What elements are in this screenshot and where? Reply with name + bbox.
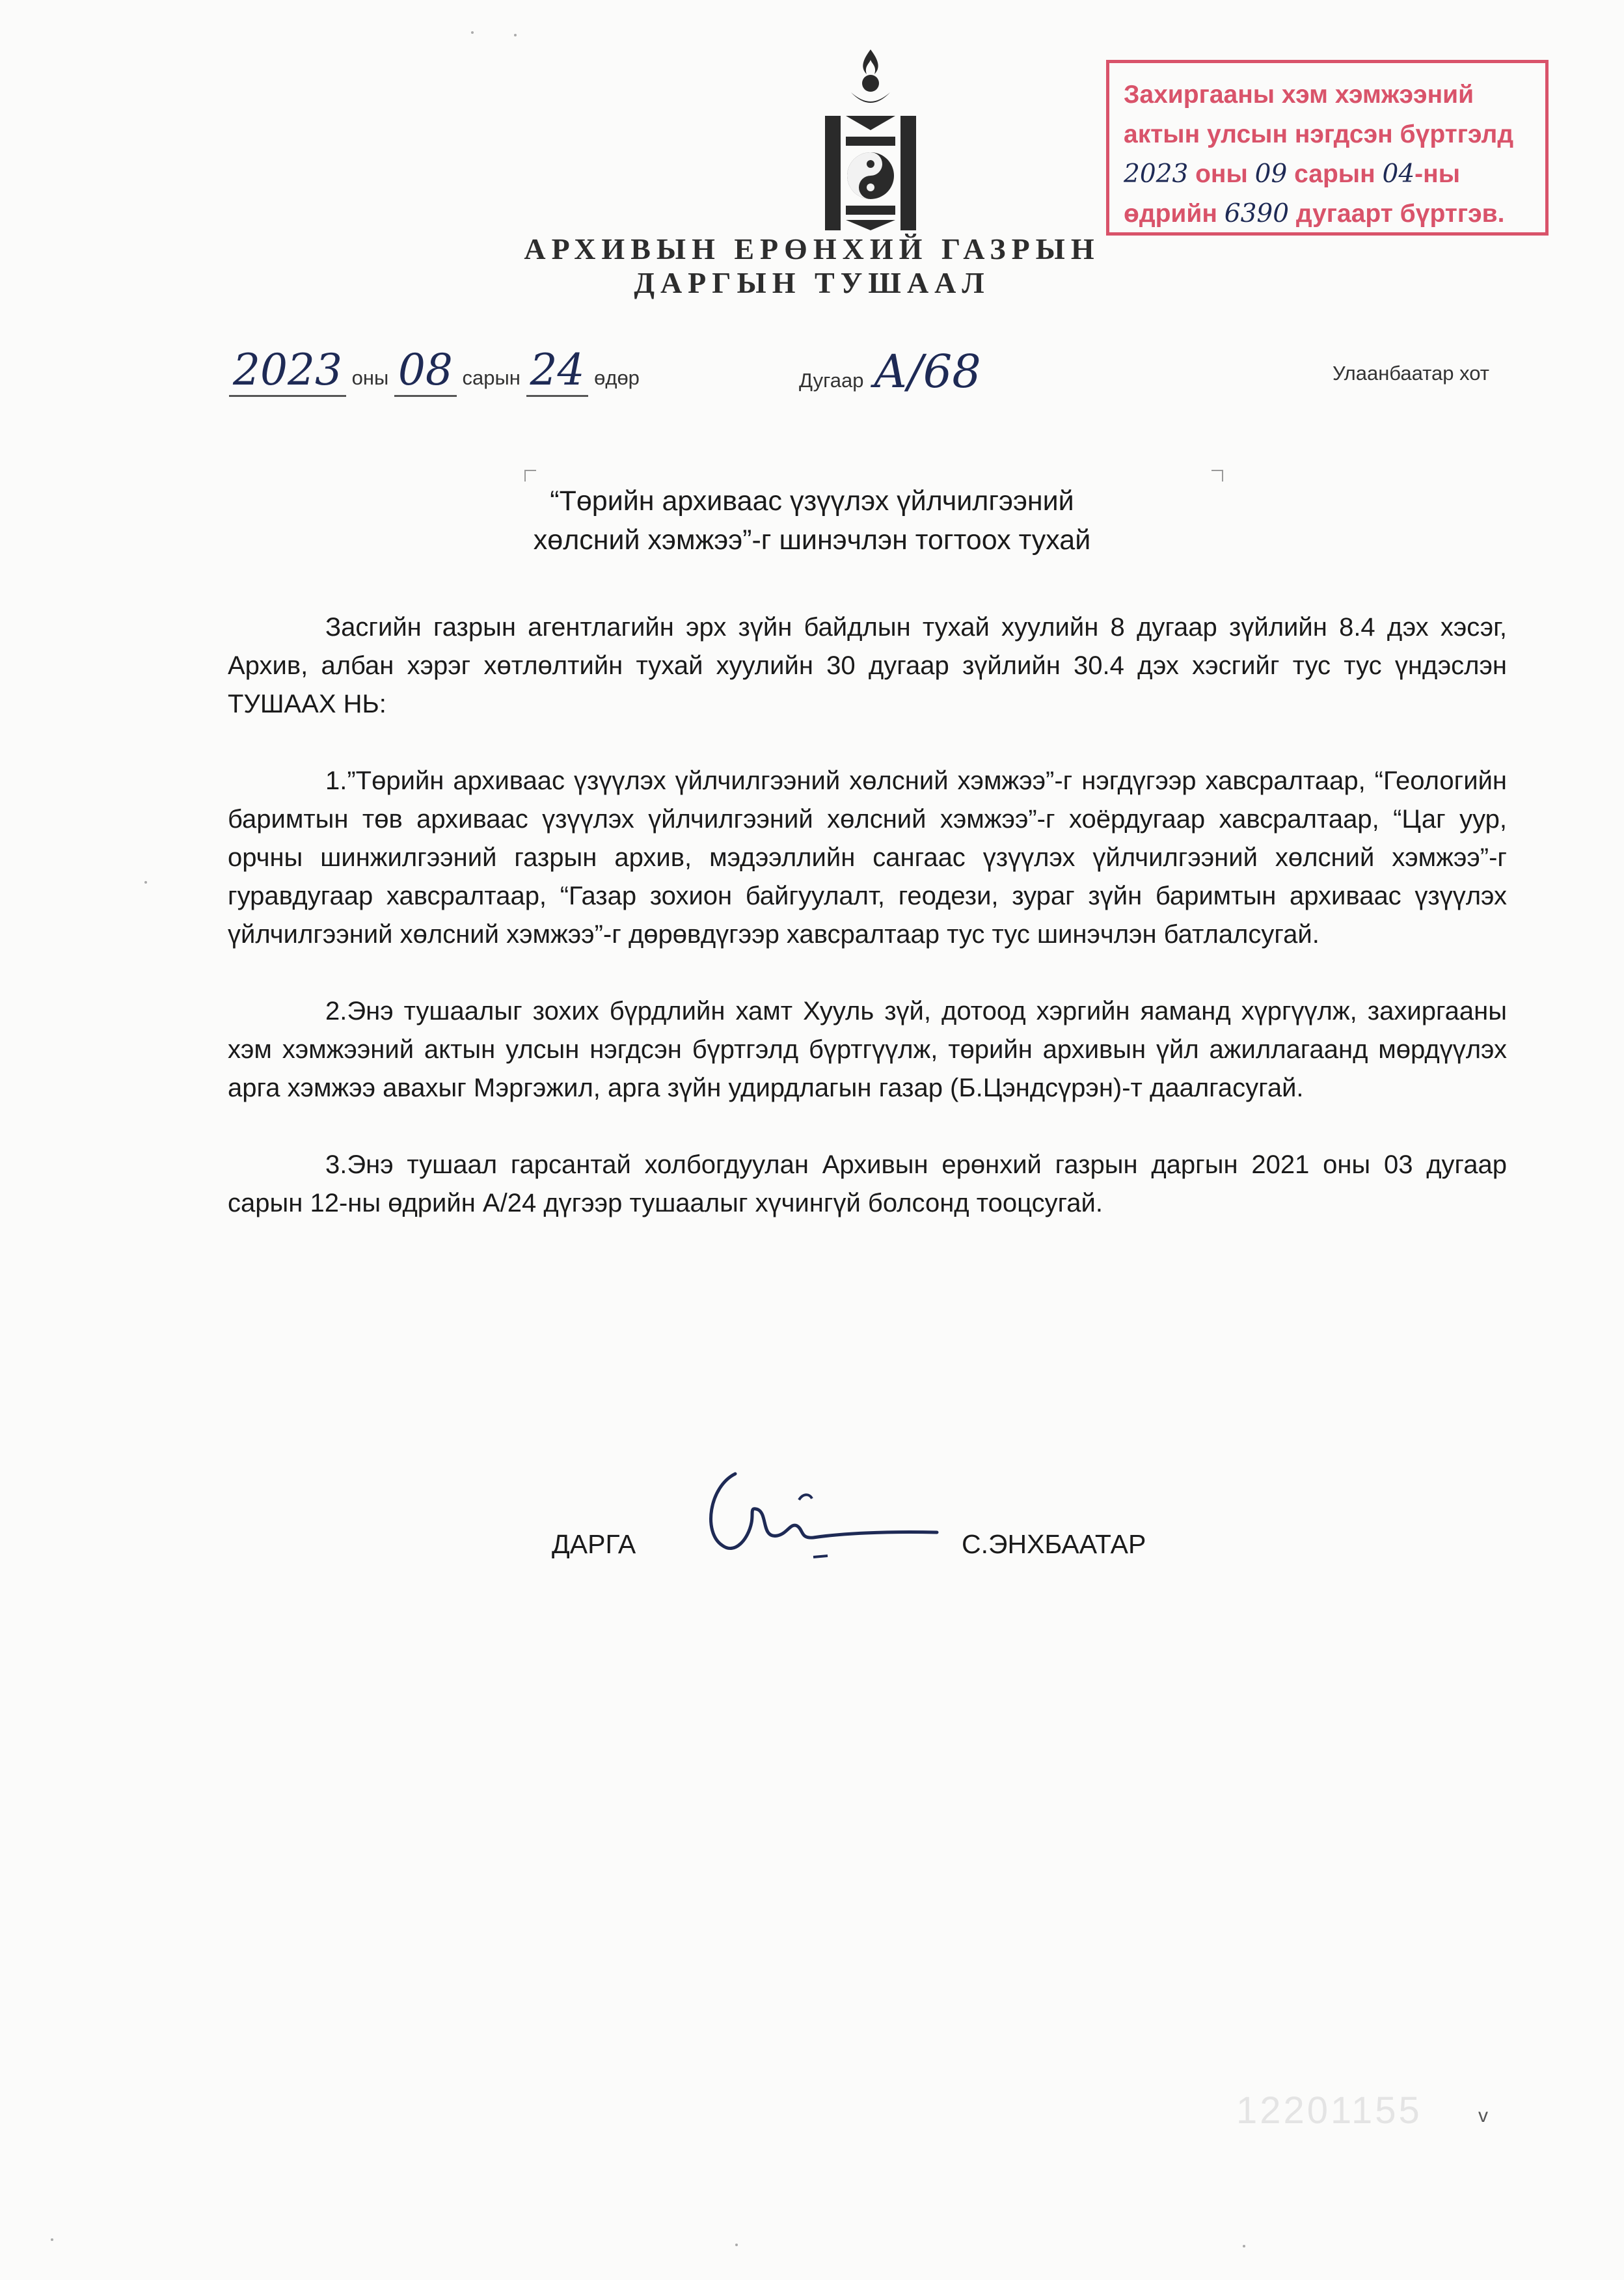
order-year: 2023 [229,345,346,397]
scan-speck [144,881,147,884]
stamp-reg-suffix: дугаарт бүртгэв. [1295,200,1505,228]
order-year-label: оны [351,366,389,389]
stamp-reg-number: 6390 [1224,199,1290,228]
registration-stamp [1106,60,1549,236]
order-item-1: 1.”Төрийн архиваас үзүүлэх үйлчилгээний хөлсний хэмжээ”-г нэгдүгээр хавсралтаар, “Геологийн баримтын төв архиваас үзүүлэх үйлчилгээний хөлсний хэмжээ”-г хоёрдугаар хавсралтаар, “Цаг уур, орчны шинжилгээний газрын архив, мэдээллийн сангаас үзүүлэх үйлчилгээний хөлсний хэмжээ”-г гуравдугаар хавсралтаар, “Газар зохион байгуулалт, геодези, зураг зүйн баримтын архиваас үзүүлэх үйлчилгээний хөлсний хэмжээ”-г дөрөвдүгээр хавсралтаар тус тус шинэчлэн батлалсугай. [228,767,1507,949]
stamp-date-line [1124,154,1539,194]
stamp-line-1: Захиргааны хэм хэмжээний [1124,81,1474,109]
soyombo-emblem-icon [812,46,929,234]
title-corner-right [1211,470,1223,482]
stamp-line-2: актын улсын нэгдсэн бүртгэлд [1124,120,1514,148]
order-number [799,345,985,398]
order-title [0,482,1624,560]
scan-speck [51,2238,53,2241]
issuer-heading: АРХИВЫН ЕРӨНХИЙ ГАЗРЫН [524,232,1100,265]
stamp-year: 2023 [1124,159,1189,189]
title-corner-left [524,470,536,482]
stamp-day-word: өдрийн [1124,200,1217,228]
page-mark: v [1478,2105,1488,2126]
stamp-day: 04 [1382,159,1415,189]
stamp-month-suffix: сарын [1294,160,1375,188]
signatory-name: С.ЭНХБААТАР [962,1529,1146,1559]
order-date [229,345,640,395]
order-type-heading: ДАРГЫН ТУШААЛ [634,266,990,299]
scan-speck [471,31,474,34]
stamp-year-suffix: оны [1195,160,1248,188]
preamble-paragraph: Засгийн газрын агентлагийн эрх зүйн байдлын тухай хуулийн 8 дугаар зүйлийн 8.4 дэх хэсэг, Архив, албан хэрэг хөтлөлтийн тухай хуулийн 30 дугаар зүйлийн 30.4 дэх хэсгийг тус тус үндэслэн ТУШААХ НЬ: [228,613,1507,718]
stamp-month: 09 [1254,159,1288,189]
order-day-label: өдөр [594,366,640,389]
order-month: 08 [394,345,457,397]
stamp-day-suffix: -ны [1414,160,1461,188]
order-body [228,608,1507,1261]
faded-serial-number: 12201155 [1236,2089,1422,2132]
order-number-value: А/68 [873,345,981,398]
signatory-title: ДАРГА [552,1529,636,1559]
order-day: 24 [526,345,589,397]
stamp-reg-line [1124,194,1539,234]
order-month-label: сарын [462,366,521,389]
scan-speck [735,2244,738,2246]
handwritten-signature [690,1461,950,1578]
title-line-1: “Төрийн архиваас үзүүлэх үйлчилгээний [550,485,1074,517]
scan-speck [514,34,517,36]
order-city: Улаанбаатар хот [1333,362,1490,385]
order-number-label: Дугаар [799,369,864,392]
scan-speck [1243,2245,1245,2247]
order-item-2: 2.Энэ тушаалыг зохих бүрдлийн хамт Хууль зүй, дотоод хэргийн яаманд хүргүүлж, захиргааны хэм хэмжээний актын улсын нэгдсэн бүртгэлд бүртгүүлж, төрийн архивын үйл ажиллагаанд мөрдүүлэх арга хэмжээ авахыг Мэргэжил, арга зүйн удирдлагын газар (Б.Цэндсүрэн)-т даалгасугай. [228,997,1507,1102]
order-item-3: 3.Энэ тушаал гарсантай холбогдуулан Архивын ерөнхий газрын даргын 2021 оны 03 дугаар сарын 12-ны өдрийн А/24 дүгээр тушаалыг хүчингүй болсонд тооцсугай. [228,1150,1507,1217]
title-line-2: хөлсний хэмжээ”-г шинэчлэн тогтоох тухай [533,524,1091,556]
